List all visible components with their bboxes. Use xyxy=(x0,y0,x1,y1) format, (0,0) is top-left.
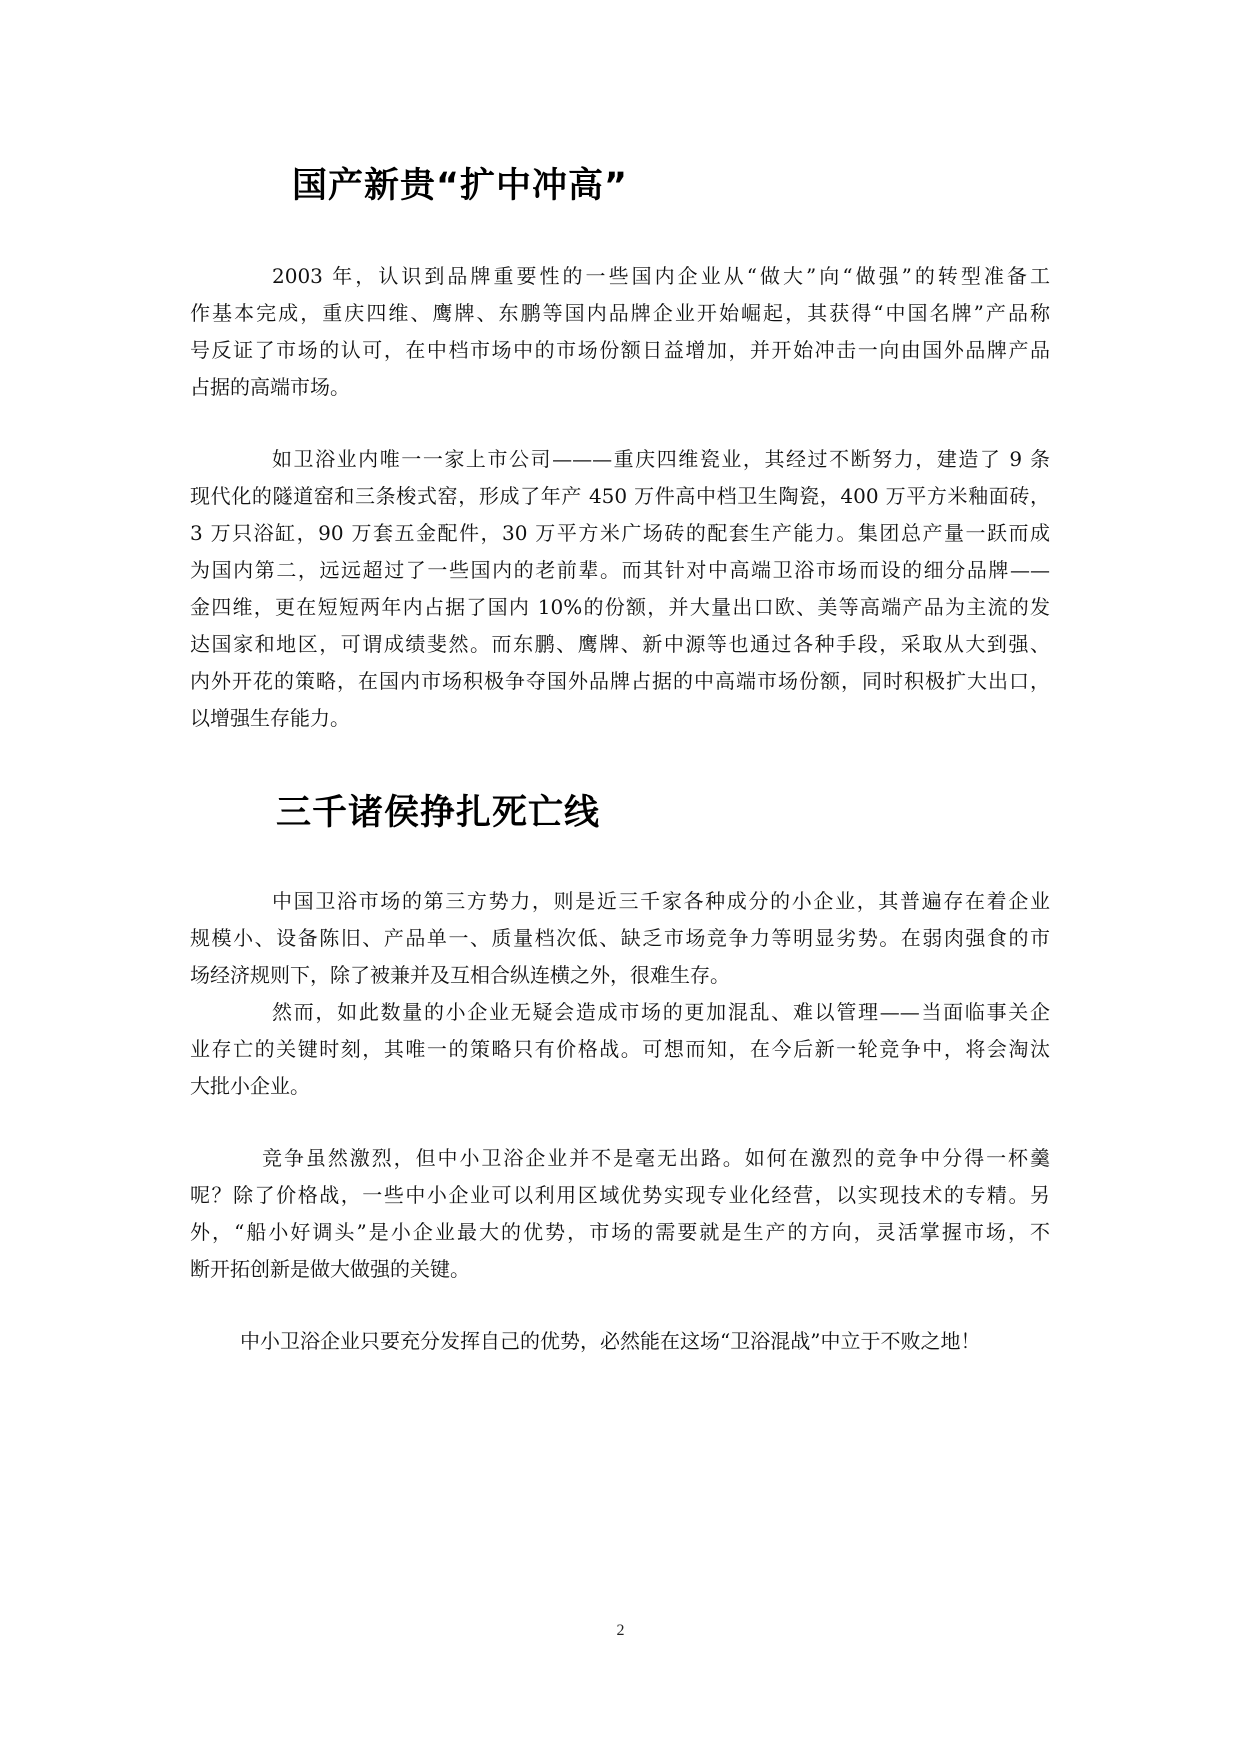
paragraph-line: 呢？除了价格战，一些中小企业可以利用区域优势实现专业化经营，以实现技术的专精。另 xyxy=(190,1183,1050,1207)
page-number: 2 xyxy=(616,1622,625,1639)
paragraph xyxy=(190,441,1050,737)
paragraph-line: 中国卫浴市场的第三方势力，则是近三千家各种成分的小企业，其普遍存在着企业 xyxy=(272,889,1050,913)
paragraph-line: 为国内第二，远远超过了一些国内的老前辈。而其针对中高端卫浴市场而设的细分品牌—— xyxy=(190,558,1050,582)
paragraph xyxy=(190,258,1050,406)
paragraph-line: 2003 年，认识到品牌重要性的一些国内企业从“做大”向“做强”的转型准备工 xyxy=(272,264,1050,288)
paragraph xyxy=(190,994,1050,1105)
paragraph-line: 竞争虽然激烈，但中小卫浴企业并不是毫无出路。如何在激烈的竞争中分得一杯羹 xyxy=(262,1146,1050,1170)
paragraph-line: 作基本完成，重庆四维、鹰牌、东鹏等国内品牌企业开始崛起，其获得“中国名牌”产品称 xyxy=(190,301,1050,325)
paragraph-line: 大批小企业。 xyxy=(190,1074,310,1098)
paragraph-line: 3 万只浴缸，90 万套五金配件，30 万平方米广场砖的配套生产能力。集团总产量一跃而成 xyxy=(190,521,1050,545)
paragraph xyxy=(190,883,1050,994)
paragraph-line: 规模小、设备陈旧、产品单一、质量档次低、缺乏市场竞争力等明显劣势。在弱肉强食的市 xyxy=(190,926,1050,950)
paragraph-line: 占据的高端市场。 xyxy=(190,375,350,399)
paragraph-line: 外，“船小好调头”是小企业最大的优势，市场的需要就是生产的方向，灵活掌握市场，不 xyxy=(190,1220,1050,1244)
paragraph xyxy=(190,1140,1050,1288)
paragraph-line: 号反证了市场的认可，在中档市场中的市场份额日益增加，并开始冲击一向由国外品牌产品 xyxy=(190,338,1050,362)
paragraph-line: 达国家和地区，可谓成绩斐然。而东鹏、鹰牌、新中源等也通过各种手段，采取从大到强、 xyxy=(190,632,1050,656)
paragraph-line: 场经济规则下，除了被兼并及互相合纵连横之外，很难生存。 xyxy=(190,963,730,987)
section-heading: 三千诸侯挣扎死亡线 xyxy=(276,793,601,833)
paragraph-line: 内外开花的策略，在国内市场积极争夺国外品牌占据的中高端市场份额，同时积极扩大出口， xyxy=(190,669,1050,693)
section-heading: 国产新贵“扩中冲高” xyxy=(292,166,629,206)
paragraph-line: 业存亡的关键时刻，其唯一的策略只有价格战。可想而知，在今后新一轮竞争中，将会淘汰 xyxy=(190,1037,1050,1061)
paragraph-line: 中小卫浴企业只要充分发挥自己的优势，必然能在这场“卫浴混战”中立于不败之地！ xyxy=(240,1329,981,1353)
paragraph xyxy=(190,1323,1050,1360)
paragraph-line: 以增强生存能力。 xyxy=(190,706,350,730)
paragraph-line: 然而，如此数量的小企业无疑会造成市场的更加混乱、难以管理——当面临事关企 xyxy=(272,1000,1050,1024)
paragraph-line: 金四维，更在短短两年内占据了国内 10%的份额，并大量出口欧、美等高端产品为主流的发 xyxy=(190,595,1050,619)
paragraph-line: 现代化的隧道窑和三条梭式窑，形成了年产 450 万件高中档卫生陶瓷，400 万平方米釉面砖， xyxy=(190,484,1050,508)
paragraph-line: 断开拓创新是做大做强的关键。 xyxy=(190,1257,470,1281)
paragraph-line: 如卫浴业内唯一一家上市公司———重庆四维瓷业，其经过不断努力，建造了 9 条 xyxy=(272,447,1050,471)
